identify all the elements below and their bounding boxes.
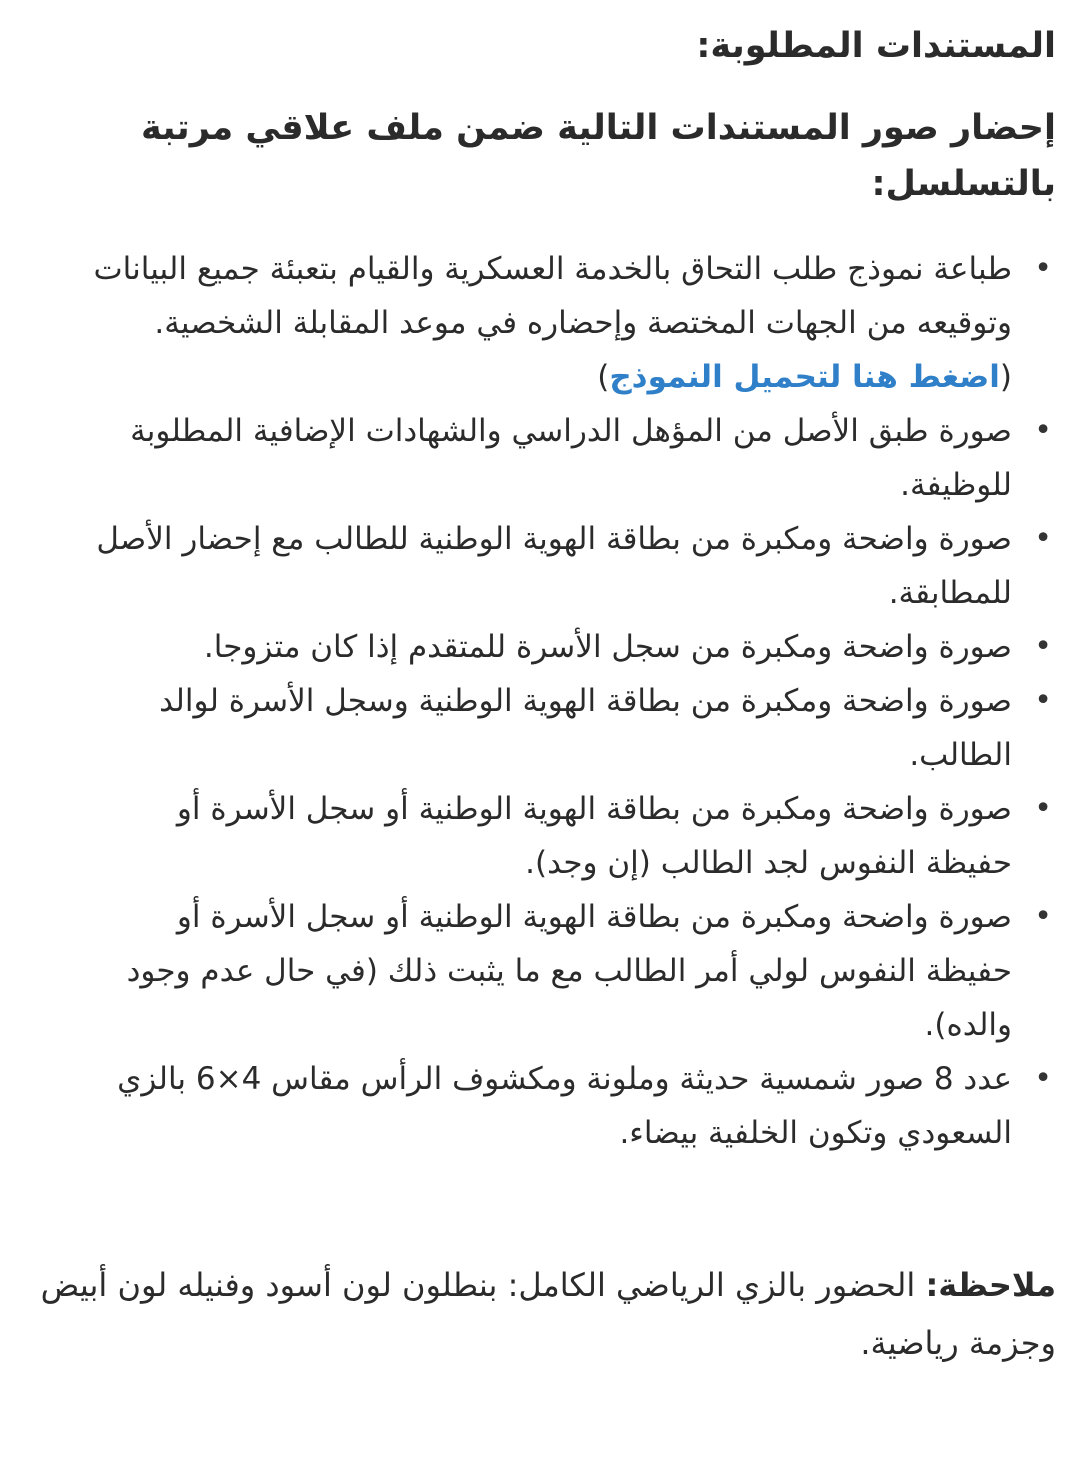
bullet-icon: • [1034, 899, 1052, 934]
list-item [84, 890, 1052, 1052]
list-item [84, 620, 1052, 674]
list-item [84, 404, 1052, 512]
bullet-icon: • [1034, 1061, 1052, 1096]
bullet-icon: • [1034, 251, 1052, 286]
required-documents-list [28, 242, 1056, 1160]
list-item [84, 512, 1052, 620]
list-item-text: صورة طبق الأصل من المؤهل الدراسي والشهادات الإضافية المطلوبة للوظيفة. [130, 413, 1012, 503]
bullet-icon: • [1034, 791, 1052, 826]
list-item-text: عدد 8 صور شمسية حديثة وملونة ومكشوف الرأس مقاس 4×6 بالزي السعودي وتكون الخلفية بيضاء. [117, 1061, 1012, 1151]
note-paragraph [28, 1256, 1056, 1372]
bullet-icon: • [1034, 629, 1052, 664]
section-subtitle: إحضار صور المستندات التالية ضمن ملف علاقي مرتبة بالتسلسل: [141, 108, 1056, 204]
document-page [28, 0, 1056, 1372]
list-item [84, 242, 1052, 404]
page-title: المستندات المطلوبة: [696, 26, 1056, 66]
list-item [84, 1052, 1052, 1160]
link-paren-open: ( [999, 359, 1012, 395]
list-item-text: صورة واضحة ومكبرة من بطاقة الهوية الوطنية وسجل الأسرة لوالد الطالب. [159, 683, 1012, 773]
link-paren-close: ) [597, 359, 610, 395]
list-item-text: صورة واضحة ومكبرة من سجل الأسرة للمتقدم إذا كان متزوجا. [203, 629, 1012, 665]
bullet-icon: • [1034, 413, 1052, 448]
note-label: ملاحظة: [925, 1266, 1056, 1304]
list-item-text: صورة واضحة ومكبرة من بطاقة الهوية الوطنية للطالب مع إحضار الأصل للمطابقة. [96, 521, 1012, 611]
list-item [84, 674, 1052, 782]
list-item [84, 782, 1052, 890]
bullet-icon: • [1034, 683, 1052, 718]
download-form-link[interactable]: اضغط هنا لتحميل النموذج [609, 359, 1000, 395]
list-item-text: طباعة نموذج طلب التحاق بالخدمة العسكرية والقيام بتعبئة جميع البيانات وتوقيعه من الجهات المختصة وإحضاره في موعد المقابلة الشخصية. [93, 251, 1012, 341]
list-item-text: صورة واضحة ومكبرة من بطاقة الهوية الوطنية أو سجل الأسرة أو حفيظة النفوس لجد الطالب (إن وجد). [176, 791, 1012, 881]
list-item-text: صورة واضحة ومكبرة من بطاقة الهوية الوطنية أو سجل الأسرة أو حفيظة النفوس لولي أمر الطالب مع ما يثبت ذلك (في حال عدم وجود والده). [126, 899, 1012, 1043]
bullet-icon: • [1034, 521, 1052, 556]
note-text: الحضور بالزي الرياضي الكامل: بنطلون لون أسود وفنيله لون أبيض وجزمة رياضية. [40, 1266, 1056, 1362]
